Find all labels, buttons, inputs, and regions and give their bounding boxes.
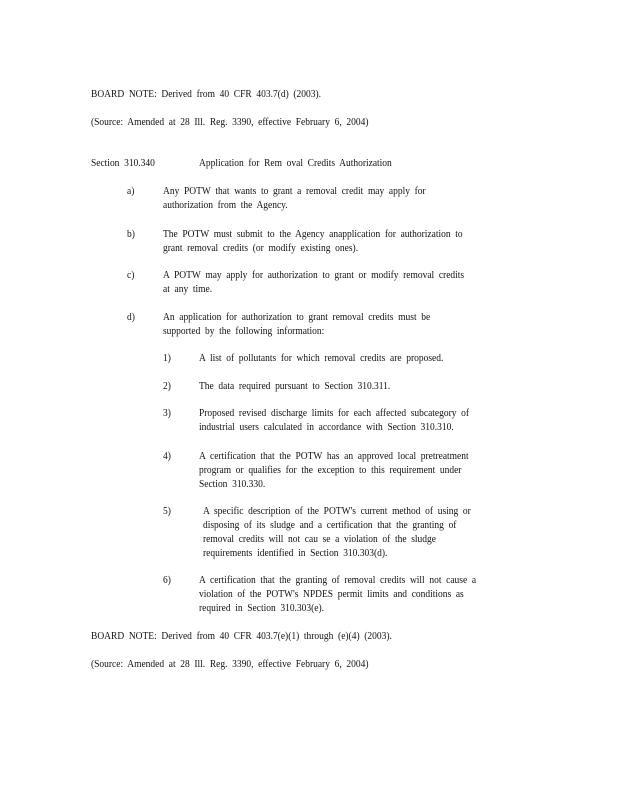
subitem-label-3: 3) — [163, 408, 171, 419]
item-label-a: a) — [127, 186, 135, 197]
subitem-label-2: 2) — [163, 381, 171, 392]
item-b-line: The POTW must submit to the Agency anapplication for authorization to — [163, 229, 463, 240]
item-label-b: b) — [127, 229, 135, 240]
subitem-label-4: 4) — [163, 451, 171, 462]
section-title: Application for Rem oval Credits Authorization — [199, 158, 392, 169]
subitem-text-4 — [199, 450, 469, 492]
subitem-1-line: A list of pollutants for which removal credits are proposed. — [199, 353, 444, 364]
item-text-b — [163, 228, 463, 256]
item-text-d — [163, 311, 430, 339]
subitem-text-6 — [199, 574, 476, 616]
subitem-4-line: Section 310.330. — [199, 479, 266, 490]
subitem-5-line: requirements identified in Section 310.303(d). — [203, 548, 388, 559]
item-c-line: A POTW may apply for authorization to grant or modify removal credits — [163, 270, 465, 281]
subitem-3-line: Proposed revised discharge limits for each affected subcategory of — [199, 408, 470, 419]
item-b-line: grant removal credits (or modify existing ones). — [163, 243, 359, 254]
item-text-c — [163, 269, 464, 297]
item-c-line: at any time. — [163, 284, 213, 295]
section-number: Section 310.340 — [91, 158, 155, 169]
subitem-label-6: 6) — [163, 575, 171, 586]
subitem-3-line: industrial users calculated in accordance with Section 310.310. — [199, 422, 454, 433]
source-note-2: (Source: Amended at 28 Ill. Reg. 3390, effective February 6, 2004) — [91, 659, 369, 670]
subitem-5-line: A specific description of the POTW's current method of using or — [203, 506, 471, 517]
item-label-c: c) — [127, 270, 135, 281]
board-note-2: BOARD NOTE: Derived from 40 CFR 403.7(e)(1) through (e)(4) (2003). — [91, 631, 392, 642]
item-a-line: Any POTW that wants to grant a removal credit may apply for — [163, 186, 426, 197]
item-d-line: supported by the following information: — [163, 326, 325, 337]
subitem-4-line: A certification that the POTW has an approved local pretreatment — [199, 451, 469, 462]
subitem-6-line: required in Section 310.303(e). — [199, 603, 325, 614]
subitem-text-3 — [199, 407, 469, 435]
subitem-text-5 — [203, 505, 471, 561]
subitem-6-line: violation of the POTW's NPDES permit limits and conditions as — [199, 589, 464, 600]
subitem-4-line: program or qualifies for the exception to this requirement under — [199, 465, 462, 476]
item-label-d: d) — [127, 312, 135, 323]
subitem-5-line: removal credits will not cau se a violation of the sludge — [203, 534, 436, 545]
item-d-line: An application for authorization to grant removal credits must be — [163, 312, 431, 323]
item-a-line: authorization from the Agency. — [163, 200, 288, 211]
subitem-2-line: The data required pursuant to Section 310.311. — [199, 381, 391, 392]
board-note-1: BOARD NOTE: Derived from 40 CFR 403.7(d) (2003). — [91, 89, 322, 100]
subitem-label-1: 1) — [163, 353, 171, 364]
source-note-1: (Source: Amended at 28 Ill. Reg. 3390, effective February 6, 2004) — [91, 117, 369, 128]
subitem-label-5: 5) — [163, 506, 171, 517]
subitem-6-line: A certification that the granting of removal credits will not cause a — [199, 575, 477, 586]
subitem-5-line: disposing of its sludge and a certification that the granting of — [203, 520, 457, 531]
item-text-a — [163, 185, 426, 213]
subitem-text-1 — [199, 352, 443, 366]
subitem-text-2 — [199, 380, 390, 394]
